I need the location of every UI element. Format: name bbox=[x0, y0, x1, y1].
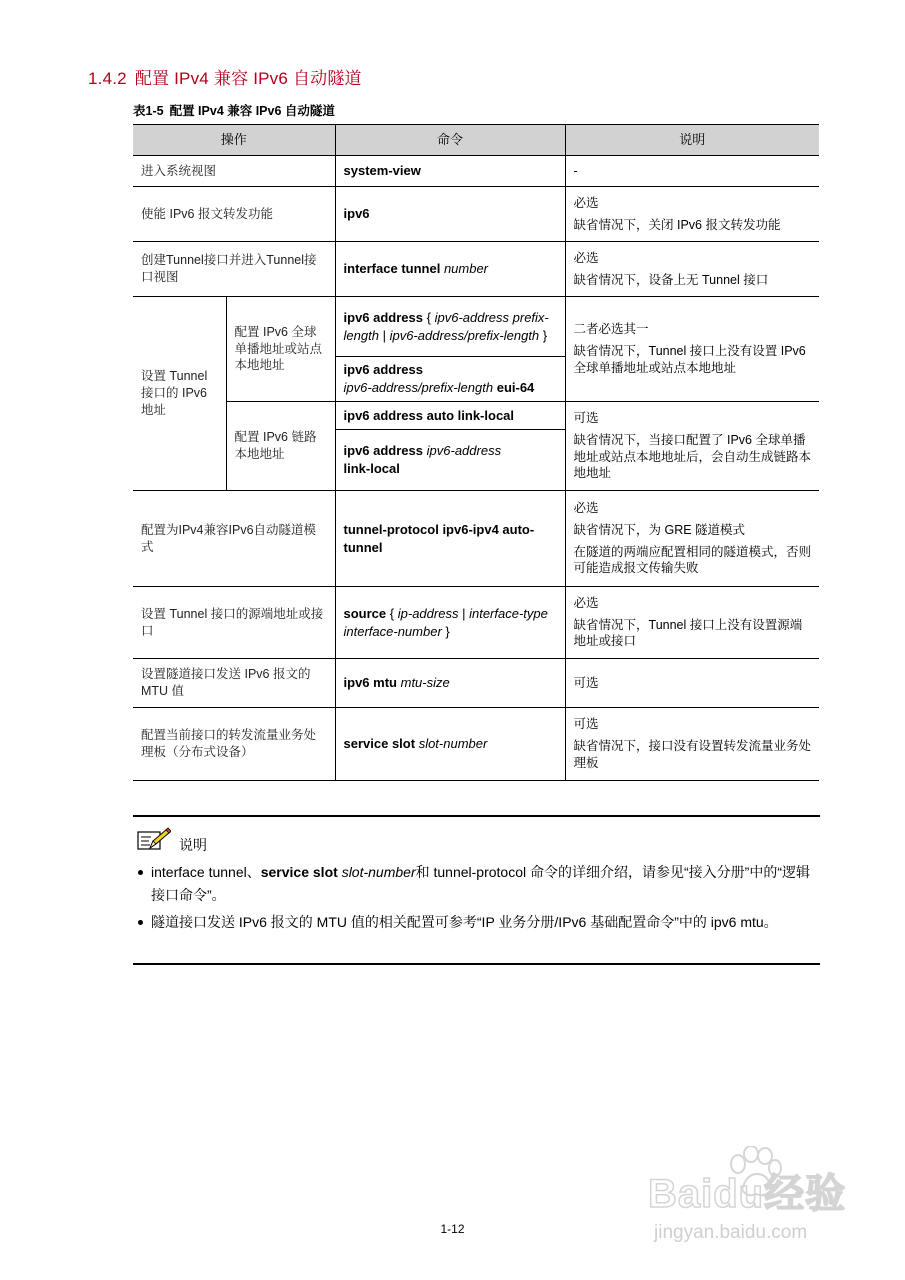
description-cell: - bbox=[565, 156, 819, 187]
command-argument: slot-number bbox=[418, 736, 488, 752]
description-requirement: 必选 bbox=[573, 195, 599, 210]
command-keyword: ipv6 address bbox=[343, 443, 424, 459]
watermark-url: jingyan.baidu.com bbox=[654, 1222, 808, 1243]
note-item bbox=[137, 861, 820, 907]
table-row bbox=[133, 187, 819, 242]
command-cell bbox=[335, 587, 565, 659]
command-keyword: eui-64 bbox=[496, 380, 535, 395]
table-row bbox=[133, 659, 819, 708]
command-keyword: tunnel-protocol ipv6-ipv4 auto-tunnel bbox=[343, 521, 535, 555]
baidu-watermark bbox=[644, 1142, 854, 1254]
section-number: 1.4.2 bbox=[88, 69, 127, 88]
header-description: 说明 bbox=[565, 125, 819, 156]
command-keyword: service slot bbox=[343, 736, 416, 752]
command-keyword: ipv6 address auto link-local bbox=[343, 407, 515, 423]
table-caption bbox=[133, 101, 335, 119]
description-requirement: 二者必选其一 bbox=[573, 322, 649, 337]
operation-cell: 创建Tunnel接口并进入Tunnel接口视图 bbox=[133, 242, 335, 297]
command-cell bbox=[335, 491, 565, 587]
description-cell bbox=[565, 708, 819, 781]
command-punct: | bbox=[382, 327, 386, 343]
description-cell bbox=[565, 587, 819, 659]
command-cell bbox=[335, 357, 565, 402]
command-keyword: interface tunnel bbox=[343, 261, 441, 277]
note-keyword: service slot bbox=[260, 864, 338, 880]
note-pencil-icon bbox=[137, 827, 171, 853]
command-keyword: system-view bbox=[343, 163, 421, 179]
command-cell bbox=[335, 187, 565, 242]
command-argument: ip-address bbox=[397, 605, 459, 621]
operation-cell-ipv6-address: 设置 Tunnel 接口的 IPv6 地址 bbox=[133, 297, 226, 491]
description-default: 缺省情况下，当接口配置了 IPv6 全球单播地址或站点本地地址后，会自动生成链路本地地址 bbox=[573, 432, 812, 481]
description-requirement: 必选 bbox=[573, 595, 599, 610]
description-default: 缺省情况下，Tunnel 接口上没有设置源端地址或接口 bbox=[573, 617, 803, 649]
command-keyword: ipv6 address bbox=[343, 362, 424, 378]
command-argument: ipv6-address bbox=[426, 443, 502, 459]
operation-cell: 设置隧道接口发送 IPv6 报文的 MTU 值 bbox=[133, 659, 335, 708]
command-keyword: source bbox=[343, 605, 387, 621]
description-note: 在隧道的两端应配置相同的隧道模式，否则可能造成报文传输失败 bbox=[573, 544, 812, 576]
command-keyword: link-local bbox=[343, 461, 400, 476]
description-cell: 可选 bbox=[565, 659, 819, 708]
section-title bbox=[88, 64, 362, 89]
header-operation: 操作 bbox=[133, 125, 335, 156]
table-row bbox=[133, 156, 819, 187]
command-cell bbox=[335, 659, 565, 708]
table-caption-number: 表1-5 bbox=[133, 104, 164, 118]
sub-operation-global-unicast: 配置 IPv6 全球单播地址或站点本地地址 bbox=[226, 297, 335, 402]
description-requirement: 必选 bbox=[573, 250, 599, 265]
table-row bbox=[133, 587, 819, 659]
description-default: 缺省情况下，设备上无 Tunnel 接口 bbox=[573, 272, 769, 287]
command-argument: ipv6-address/prefix-length bbox=[389, 327, 540, 343]
note-box bbox=[133, 815, 820, 965]
operation-cell: 使能 IPv6 报文转发功能 bbox=[133, 187, 335, 242]
command-keyword: ipv6 address bbox=[343, 309, 424, 325]
description-cell bbox=[565, 402, 819, 491]
config-table bbox=[133, 124, 819, 781]
section-title-text: 配置 IPv4 兼容 IPv6 自动隧道 bbox=[134, 69, 362, 88]
command-cell bbox=[335, 430, 565, 491]
command-argument: ipv6-address/prefix-length bbox=[343, 380, 494, 395]
command-punct: { bbox=[426, 309, 431, 325]
operation-cell: 配置为IPv4兼容IPv6自动隧道模式 bbox=[133, 491, 335, 587]
description-requirement: 可选 bbox=[573, 410, 599, 425]
table-row bbox=[133, 708, 819, 781]
command-punct: { bbox=[389, 605, 395, 621]
command-cell bbox=[335, 708, 565, 781]
table-row bbox=[133, 491, 819, 587]
command-argument: interface-type interface-number bbox=[343, 605, 548, 639]
command-keyword: ipv6 mtu bbox=[343, 675, 397, 691]
description-default: 缺省情况下，关闭 IPv6 报文转发功能 bbox=[573, 217, 781, 232]
description-cell bbox=[565, 187, 819, 242]
table-caption-title: 配置 IPv4 兼容 IPv6 自动隧道 bbox=[169, 104, 335, 118]
command-punct: } bbox=[445, 623, 450, 639]
description-default: 缺省情况下，Tunnel 接口上没有设置 IPv6 全球单播地址或站点本地地址 bbox=[573, 344, 806, 375]
table-row bbox=[133, 297, 819, 357]
description-default: 缺省情况下，接口没有设置转发流量业务处理板 bbox=[573, 739, 812, 770]
command-keyword: ipv6 bbox=[343, 206, 370, 222]
note-item: 隧道接口发送 IPv6 报文的 MTU 值的相关配置可参考“IP 业务分册/IPv6 基础配置命令”中的 ipv6 mtu。 bbox=[137, 911, 820, 934]
command-cell bbox=[335, 242, 565, 297]
table-row bbox=[133, 242, 819, 297]
description-cell bbox=[565, 297, 819, 402]
command-cell bbox=[335, 297, 565, 357]
description-cell bbox=[565, 242, 819, 297]
command-punct: } bbox=[542, 327, 548, 343]
command-argument: ipv6-address prefix-length bbox=[343, 309, 549, 343]
command-punct: | bbox=[462, 605, 466, 621]
operation-cell: 进入系统视图 bbox=[133, 156, 335, 187]
note-argument: slot-number bbox=[341, 864, 416, 880]
operation-cell: 设置 Tunnel 接口的源端地址或接口 bbox=[133, 587, 335, 659]
command-argument: mtu-size bbox=[400, 675, 450, 691]
description-requirement: 必选 bbox=[573, 500, 599, 515]
note-label: 说明 bbox=[179, 837, 207, 853]
command-cell bbox=[335, 156, 565, 187]
header-command: 命令 bbox=[335, 125, 565, 156]
command-cell bbox=[335, 402, 565, 430]
operation-cell: 配置当前接口的转发流量业务处理板（分布式设备） bbox=[133, 708, 335, 781]
sub-operation-link-local: 配置 IPv6 链路本地地址 bbox=[226, 402, 335, 491]
table-row bbox=[133, 402, 819, 430]
note-text: interface tunnel、 bbox=[151, 864, 261, 880]
description-cell bbox=[565, 491, 819, 587]
watermark-brand: Baidu经验 bbox=[648, 1172, 847, 1216]
command-argument: number bbox=[443, 261, 489, 277]
description-requirement: 可选 bbox=[573, 717, 599, 732]
table-header-row bbox=[133, 125, 819, 156]
description-default: 缺省情况下，为 GRE 隧道模式 bbox=[573, 522, 746, 537]
note-text: 和 tunnel-protocol 命令的详细介绍，请参见“接入分册”中的“逻辑接口命令”。 bbox=[151, 864, 810, 903]
note-list bbox=[137, 861, 820, 938]
page-number: 1-12 bbox=[440, 1222, 465, 1236]
